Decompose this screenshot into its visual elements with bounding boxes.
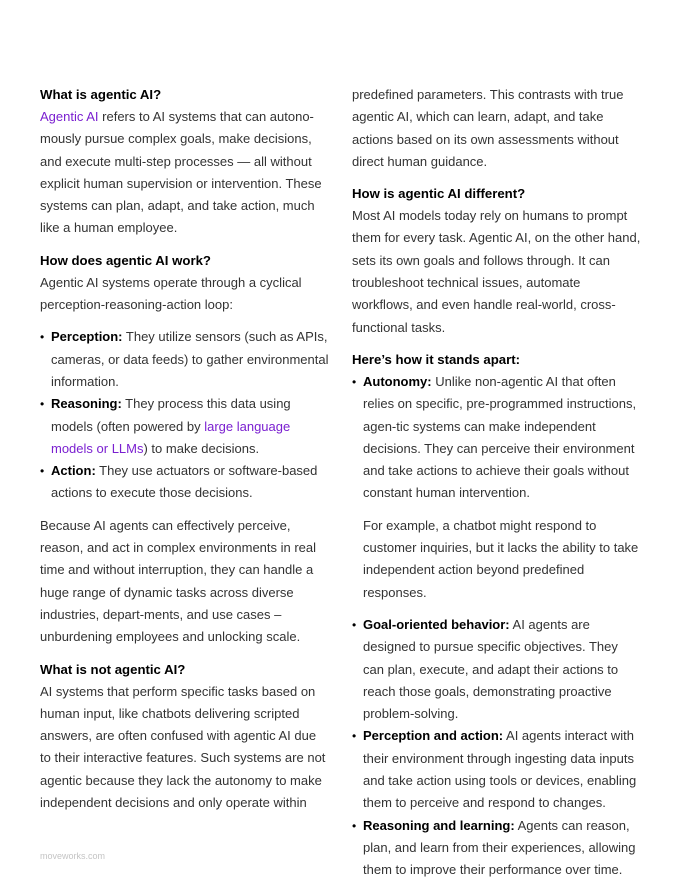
perception-action-text: AI agents interact with their environment through ingesting data inputs and take action using tools or devices, enabling them to perceive and respond to changes.	[363, 728, 637, 811]
term-perception-action: Perception and action:	[363, 728, 504, 744]
heading-stands-apart: Here’s how it stands apart:	[352, 351, 521, 367]
bullet-icon: •	[352, 617, 357, 632]
term-action: Action:	[51, 463, 96, 479]
term-reasoning: Reasoning:	[51, 396, 122, 412]
list-item-perception-action	[352, 725, 642, 814]
bullet-icon: •	[40, 464, 45, 479]
paragraph-not-agentic: AI systems that perform specific tasks based on human input, like chatbots delivering scripted answers, are often confused with agentic AI due to their interactive features. Such systems are not agentic because they lack the autonomy to make independent decisions and only operate within	[40, 683, 326, 811]
stands-apart-list-cont	[352, 614, 642, 882]
list-item-autonomy	[352, 371, 642, 505]
bullet-icon: •	[352, 818, 357, 833]
paragraph-loop-intro: Agentic AI systems operate through a cyclical perception-reasoning-action loop:	[40, 274, 302, 313]
heading-how-does-it-work: How does agentic AI work?	[40, 252, 211, 268]
autonomy-text: Unlike non-agentic AI that often relies on specific, pre-programmed instructions, agen-tic systems can make independent decisions. They can perceive their environment and take actions to achieve their goals without constant human intervention.	[363, 373, 637, 501]
bullet-icon: •	[352, 374, 357, 389]
term-goal-oriented: Goal-oriented behavior:	[363, 616, 510, 632]
term-autonomy: Autonomy:	[363, 373, 432, 389]
loop-list	[40, 326, 330, 504]
reasoning-text-b: ) to make decisions.	[143, 440, 260, 456]
term-perception: Perception:	[51, 329, 123, 345]
list-item-goal-oriented	[352, 614, 642, 725]
term-reasoning-learning: Reasoning and learning:	[363, 817, 515, 833]
bullet-icon: •	[40, 397, 45, 412]
left-column	[40, 84, 330, 814]
heading-what-is-not: What is not agentic AI?	[40, 661, 186, 677]
llm-link[interactable]: large language models or LLMs	[51, 418, 291, 456]
paragraph-continued: predefined parameters. This contrasts with true agentic AI, which can learn, adapt, and take actions based on its own assessments without direct human guidance.	[352, 87, 624, 169]
bullet-icon: •	[352, 729, 357, 744]
list-item-reasoning-learning	[352, 815, 642, 882]
stands-apart-list	[352, 371, 642, 505]
paragraph-different: Most AI models today rely on humans to prompt them for every task. Agentic AI, on the other hand, sets its own goals and follows through. It can troubleshoot technical issues, automate workflows, and even handle real-world, cross-functional tasks.	[352, 208, 641, 335]
footer-url: moveworks.com	[40, 851, 106, 861]
right-column	[352, 84, 642, 882]
paragraph-real-time: Because AI agents can effectively perceive, reason, and act in complex environments in real time and without interruption, they can handle a huge range of dynamic tasks across diverse industries, depart-ments, and use cases – unburdening employees and unlocking scale.	[40, 517, 317, 645]
list-item-reasoning	[40, 393, 330, 460]
list-item-action	[40, 460, 330, 505]
definition-text: refers to AI systems that can autono-mously pursue complex goals, make decisions, and execute multi-step processes — all without explicit human supervision or intervention. These systems can plan, adapt, and take action, much like a human employee.	[40, 109, 322, 236]
agentic-ai-link[interactable]: Agentic AI	[40, 109, 99, 124]
bullet-icon: •	[40, 330, 45, 345]
action-text: They use actuators or software-based actions to execute those decisions.	[51, 463, 318, 501]
paragraph-definition	[40, 106, 330, 240]
reasoning-text-a: They process this data using models (often powered by	[51, 396, 291, 434]
heading-how-different: How is agentic AI different?	[352, 186, 526, 202]
goal-oriented-text: AI agents are designed to pursue specific objectives. They can plan, execute, and adapt their actions to reach those goals, demonstrating proactive problem-solving.	[363, 616, 619, 722]
reasoning-learning-text: Agents can reason, plan, and learn from their experiences, allowing them to improve their performance over time.	[363, 817, 636, 878]
paragraph-example: For example, a chatbot might respond to customer inquiries, but it lacks the ability to take independent action beyond predefined responses.	[363, 517, 639, 600]
list-item-perception	[40, 326, 330, 393]
heading-what-is-agentic-ai: What is agentic AI?	[40, 87, 162, 102]
perception-text: They utilize sensors (such as APIs, cameras, or data feeds) to gather environmental information.	[51, 329, 329, 389]
